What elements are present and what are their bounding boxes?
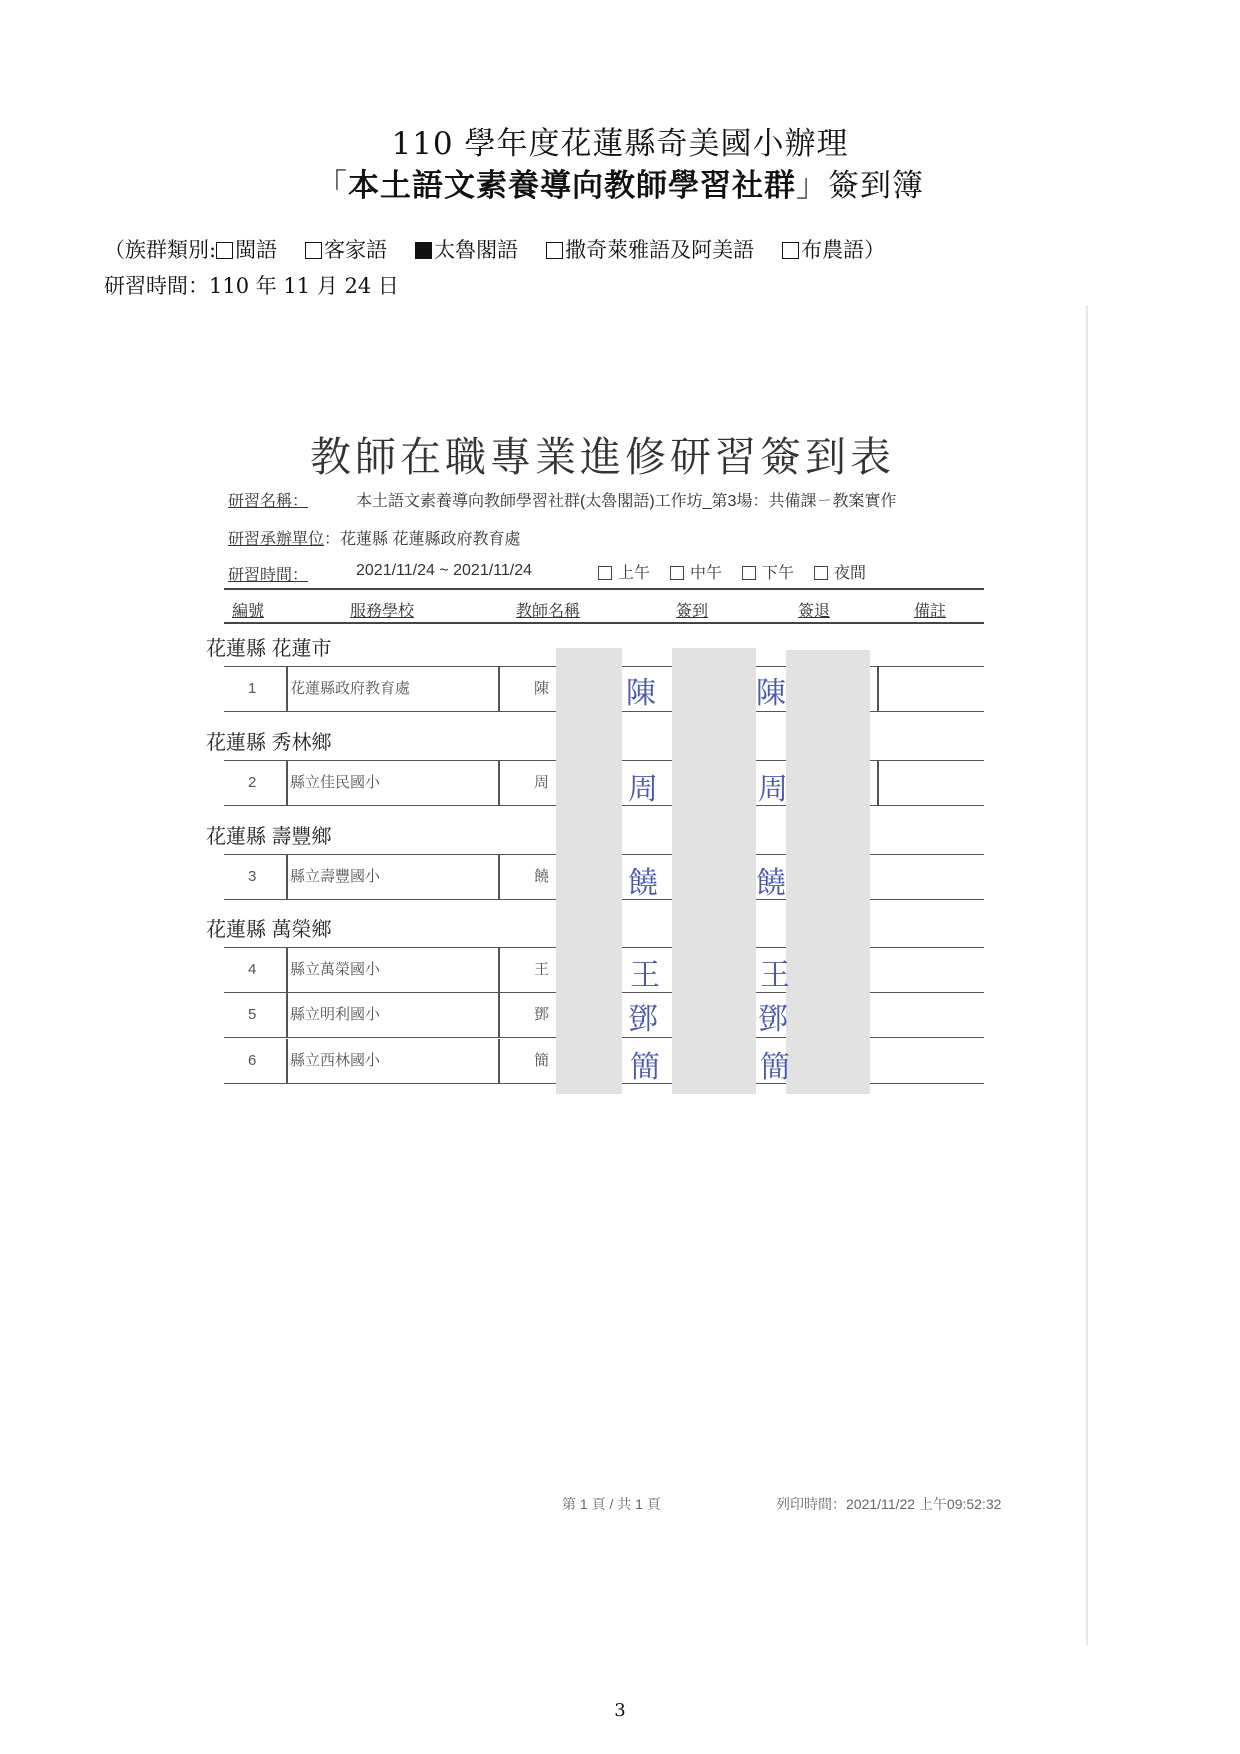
session-label: 上午 — [618, 565, 651, 582]
checkbox-icon — [670, 566, 684, 580]
row-no: 4 — [248, 961, 257, 978]
row-teacher: 陳 — [534, 680, 550, 697]
row-no: 6 — [248, 1052, 257, 1069]
row-teacher: 簡 — [534, 1052, 550, 1069]
checked-box-icon — [415, 242, 432, 259]
study-time: 研習時間：110 年 11 月 24 日 — [104, 274, 399, 298]
col-header-sign-in: 簽到 — [676, 603, 709, 620]
cell-divider — [286, 1039, 288, 1083]
form-time — [228, 562, 533, 585]
row-school: 縣立佳民國小 — [290, 774, 381, 791]
signature-in: 鄧 — [628, 1002, 658, 1037]
signature-out: 陳 — [756, 676, 786, 711]
signature-in: 周 — [628, 772, 658, 807]
session-option — [814, 565, 866, 582]
table-top-rule — [224, 588, 984, 590]
redaction-bar — [556, 648, 622, 1094]
header-bottom-rule — [224, 622, 984, 624]
checkbox-icon — [546, 242, 563, 259]
form-name-key: 研習名稱： — [228, 493, 309, 510]
checkbox-icon — [305, 242, 322, 259]
document-title: 110 學年度花蓮縣奇美國小辦理 — [391, 126, 849, 162]
page-number: 3 — [614, 1700, 626, 1721]
ethnic-option-0 — [216, 238, 277, 262]
subtitle-close: 」簽到簿 — [796, 168, 924, 204]
cell-divider — [286, 993, 288, 1037]
col-header-school: 服務學校 — [350, 603, 415, 620]
signature-in: 饒 — [628, 866, 658, 901]
session-label: 夜間 — [834, 565, 867, 582]
signature-out: 王 — [760, 958, 790, 993]
cell-divider — [498, 993, 500, 1037]
subtitle-bold: 本土語文素養導向教師學習社群 — [348, 168, 796, 204]
signature-in: 簡 — [630, 1050, 660, 1085]
cell-divider — [498, 1039, 500, 1083]
cell-divider — [498, 761, 500, 805]
row-teacher: 王 — [534, 961, 550, 978]
session-option — [742, 565, 794, 582]
col-header-no: 編號 — [232, 603, 265, 620]
row-teacher: 饒 — [534, 868, 550, 885]
checkbox-icon — [814, 566, 828, 580]
district-heading: 花蓮縣 秀林鄉 — [206, 732, 332, 754]
checkbox-icon — [742, 566, 756, 580]
ethnic-label: 太魯閣語 — [434, 238, 519, 262]
signature-out: 鄧 — [758, 1002, 788, 1037]
col-header-remark: 備註 — [914, 603, 947, 620]
form-print-time: 列印時間：2021/11/22 上午09:52:32 — [776, 1496, 1002, 1512]
session-options — [598, 560, 866, 583]
ethnic-option-1 — [305, 238, 387, 262]
district-heading: 花蓮縣 萬榮鄉 — [206, 919, 332, 941]
cell-divider — [286, 855, 288, 899]
row-school: 花蓮縣政府教育處 — [290, 680, 411, 697]
col-header-teacher: 教師名稱 — [516, 603, 581, 620]
session-option — [670, 565, 722, 582]
row-no: 1 — [248, 680, 257, 697]
ethnic-label: 撒奇萊雅語及阿美語 — [565, 238, 755, 262]
form-org — [228, 526, 520, 549]
signature-in: 王 — [630, 958, 660, 993]
row-no: 5 — [248, 1006, 257, 1023]
form-time-key: 研習時間： — [228, 567, 309, 584]
scan-edge — [1086, 305, 1088, 1645]
row-no: 3 — [248, 868, 257, 885]
cell-divider — [877, 666, 879, 710]
ethnic-label: 客家語 — [324, 238, 388, 262]
ethnic-label: 閩語 — [235, 238, 278, 262]
redaction-bar — [786, 650, 870, 1094]
ethnic-option-3 — [546, 238, 754, 262]
ethnic-option-2 — [415, 238, 518, 262]
cell-divider — [286, 761, 288, 805]
row-school: 縣立萬榮國小 — [290, 961, 381, 978]
ethnic-group-line — [104, 234, 885, 264]
cell-divider — [498, 855, 500, 899]
form-time-value: 2021/11/24 ~ 2021/11/24 — [356, 562, 533, 579]
row-teacher: 周 — [534, 774, 550, 791]
row-school: 縣立壽豐國小 — [290, 868, 381, 885]
signature-out: 饒 — [756, 866, 786, 901]
ethnic-label: 布農語 — [801, 238, 865, 262]
cell-divider — [286, 948, 288, 992]
signature-out: 簡 — [760, 1050, 790, 1085]
checkbox-icon — [782, 242, 799, 259]
cell-divider — [286, 667, 288, 711]
redaction-bar — [672, 648, 756, 1094]
session-label: 下午 — [762, 565, 795, 582]
signature-in: 陳 — [626, 676, 656, 711]
row-school: 縣立明利國小 — [290, 1006, 381, 1023]
session-label: 中午 — [690, 565, 723, 582]
row-school: 縣立西林國小 — [290, 1052, 381, 1069]
ethnic-suffix: ） — [864, 238, 886, 262]
subtitle-open: 「 — [316, 168, 348, 204]
ethnic-prefix: （族群類別: — [104, 238, 217, 262]
session-option — [598, 565, 650, 582]
form-name — [228, 488, 897, 511]
col-header-sign-out: 簽退 — [798, 603, 831, 620]
cell-divider — [877, 760, 879, 804]
checkbox-icon — [598, 566, 612, 580]
form-org-key: 研習承辦單位 — [228, 531, 325, 548]
ethnic-option-4 — [782, 238, 864, 262]
form-name-value: 本土語文素養導向教師學習社群(太魯閣語)工作坊_第3場：共備課ㄧ教案實作 — [356, 493, 897, 510]
signature-out: 周 — [758, 772, 788, 807]
row-no: 2 — [248, 774, 257, 791]
document-subtitle — [0, 160, 1240, 205]
cell-divider — [498, 667, 500, 711]
row-teacher: 鄧 — [534, 1006, 550, 1023]
district-heading: 花蓮縣 壽豐鄉 — [206, 826, 332, 848]
checkbox-icon — [216, 242, 233, 259]
district-heading: 花蓮縣 花蓮市 — [206, 638, 332, 660]
form-org-value: ：花蓮縣 花蓮縣政府教育處 — [324, 531, 521, 548]
form-page-indicator: 第 1 頁 / 共 1 頁 — [562, 1496, 661, 1512]
cell-divider — [498, 948, 500, 992]
form-title: 教師在職專業進修研習簽到表 — [310, 433, 895, 481]
